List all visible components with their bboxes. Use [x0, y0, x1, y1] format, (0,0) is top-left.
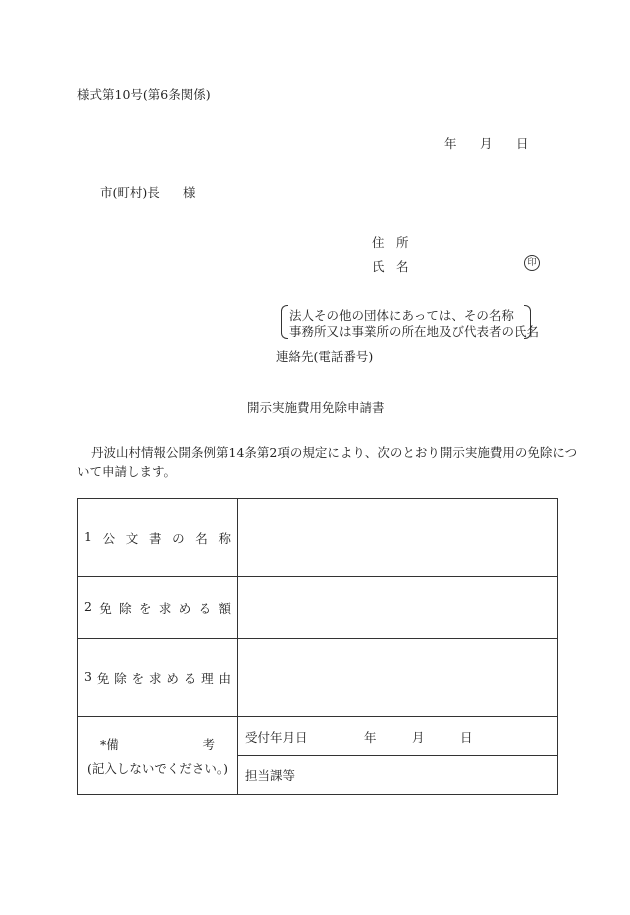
addressee-honorific: 様 [183, 185, 196, 200]
value-document-name[interactable] [238, 499, 558, 577]
name-label-char1: 氏 [372, 259, 385, 274]
value-exemption-amount[interactable] [238, 577, 558, 639]
left-bracket-icon [281, 305, 288, 339]
name-label-char2: 名 [396, 259, 409, 274]
date-year: 年 [444, 136, 457, 151]
received-day: 日 [460, 730, 473, 745]
received-year: 年 [364, 730, 377, 745]
label-document-name: 1 公 文 書 の 名 称 [78, 499, 238, 577]
remarks-note: (記入しないでください。) [86, 760, 228, 776]
department-cell [238, 756, 558, 795]
body-text-line2: いて申請します。 [77, 464, 177, 479]
value-exemption-reason[interactable] [238, 639, 558, 717]
applicant-note-line1: 法人その他の団体にあっては、その名称 [289, 308, 514, 323]
label-remarks [78, 717, 238, 795]
body-text-line1: 丹波山村情報公開条例第14条第2項の規定により、次のとおり開示実施費用の免除につ [91, 445, 578, 460]
addressee-text: 市(町村)長 [100, 185, 160, 200]
date-day: 日 [516, 136, 529, 151]
address-label-char2: 所 [396, 235, 409, 250]
applicant-note-line2: 事務所又は事業所の所在地及び代表者の氏名 [289, 324, 540, 339]
seal-icon: 印 [524, 255, 540, 271]
label-exemption-reason: 3 免 除 を 求 め る 理 由 [78, 639, 238, 717]
address-label-char1: 住 [372, 235, 385, 250]
table-row-received-date [78, 717, 558, 756]
table-row-document-name [78, 499, 558, 577]
table-row-exemption-amount [78, 577, 558, 639]
contact-label: 連絡先(電話番号) [276, 349, 374, 364]
application-table [77, 498, 558, 795]
document-title: 開示実施費用免除申請書 [247, 400, 385, 415]
received-date-label: 受付年月日 [245, 730, 308, 745]
form-number: 様式第10号(第6条関係) [77, 87, 211, 102]
received-date-cell [238, 717, 558, 756]
table-row-exemption-reason [78, 639, 558, 717]
label-exemption-amount: 2 免 除 を 求 め る 額 [78, 577, 238, 639]
received-month: 月 [412, 730, 425, 745]
remarks-label-start: *備 [100, 736, 119, 752]
remarks-label-end: 考 [202, 736, 215, 752]
department-label: 担当課等 [245, 768, 296, 783]
date-month: 月 [480, 136, 493, 151]
